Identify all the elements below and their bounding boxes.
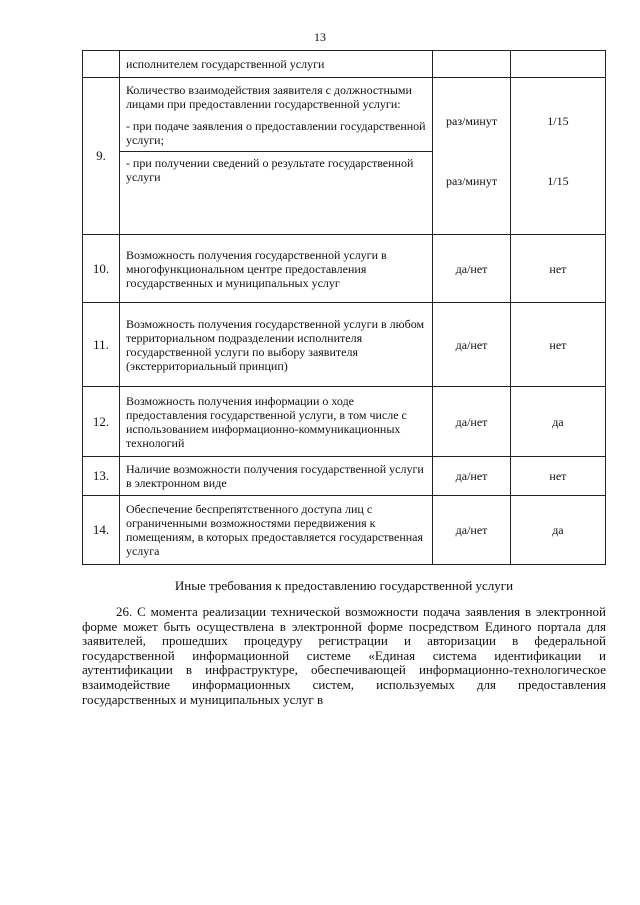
section-heading: Иные требования к предоставлению государственной услуги (174, 578, 514, 593)
row-number: 10. (83, 235, 120, 303)
row-unit: да/нет (433, 235, 511, 303)
row-value: нет (510, 303, 605, 387)
sub-item-description: - при получении сведений о результате государственной услуги (120, 151, 432, 206)
row-description: исполнителем государственной услуги (119, 51, 432, 78)
sub-item-description: - при подаче заявления о предоставлении государственной услуги; (125, 119, 426, 147)
table-row-continuation (83, 51, 606, 78)
row-description: Возможность получения государственной услуги в любом территориальном подразделении исполнителя государственной услуги по выбору заявителя (экстерриториальный принцип) (119, 303, 432, 387)
row-description: Количество взаимодействия заявителя с должностными лицами при предоставлении государственной услуги: (125, 83, 412, 111)
table-row-9 (83, 78, 606, 235)
row-number: 12. (83, 387, 120, 457)
sub-item-value: 1/15 (547, 174, 569, 188)
row-number: 13. (83, 457, 120, 496)
row-description: Обеспечение беспрепятственного доступа лиц с ограниченными возможностями передвижения к помещениям, в которых предоставляется государственная услуга (119, 496, 432, 565)
row-number: 11. (83, 303, 120, 387)
table-row-10 (83, 235, 606, 303)
page-number: 13 (314, 30, 326, 44)
table-row-14 (83, 496, 606, 565)
sub-item-unit: раз/минут (446, 114, 498, 128)
sub-item-value: 1/15 (547, 114, 569, 128)
table-row-11 (83, 303, 606, 387)
sub-item-unit: раз/минут (446, 174, 498, 188)
row-value: нет (510, 235, 605, 303)
row-unit: да/нет (433, 303, 511, 387)
quality-indicators-table (82, 50, 606, 565)
row-unit: да/нет (433, 457, 511, 496)
row-description: Наличие возможности получения государственной услуги в электронном виде (119, 457, 432, 496)
row-description-group (119, 78, 432, 235)
row-description: Возможность получения государственной услуги в многофункциональном центре предоставления государственных и муниципальных услуг (119, 235, 432, 303)
row-unit: да/нет (433, 496, 511, 565)
row-number (83, 51, 120, 78)
row-number: 14. (83, 496, 120, 565)
row-value: да (510, 387, 605, 457)
row-unit: да/нет (433, 387, 511, 457)
row-unit-group (433, 78, 511, 235)
table-row-12 (83, 387, 606, 457)
row-value: нет (510, 457, 605, 496)
row-value: да (510, 496, 605, 565)
row-number: 9. (83, 78, 120, 235)
row-unit (433, 51, 511, 78)
row-value-group (510, 78, 605, 235)
table-row-13 (83, 457, 606, 496)
row-description: Возможность получения информации о ходе предоставления государственной услуги, в том числе с использованием информационно-коммуникационных технологий (119, 387, 432, 457)
row-value (510, 51, 605, 78)
body-paragraph: 26. С момента реализации технической возможности подача заявления в электронной форме может быть осуществлена в электронной форме посредством Единого портала для заявителей, прошедших процедуру регистрации и авторизации в федеральной государственной информационной системе «Единая система идентификации и аутентификации в инфраструктуре, обеспечивающей информационно-технологическое взаимодействие информационных систем, используемых для предоставления государственных и муниципальных услуг в (82, 604, 606, 707)
